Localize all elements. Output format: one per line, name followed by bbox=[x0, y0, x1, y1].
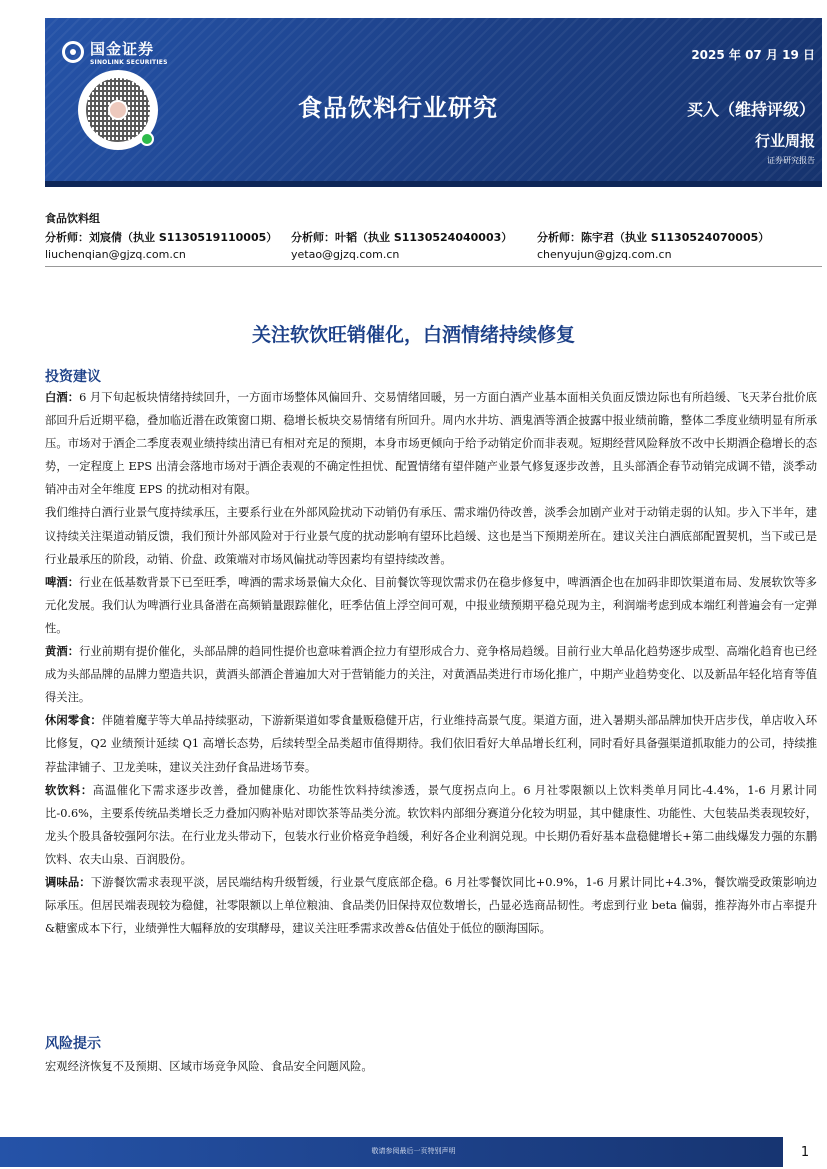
investment-body bbox=[45, 386, 817, 940]
analyst-group: 食品饮料组 bbox=[45, 212, 100, 225]
footer-disclaimer[interactable]: 敬请参阅最后一页特别声明 bbox=[371, 1147, 456, 1155]
paragraph-text: 伴随着魔芋等大单品持续驱动，下游新渠道如零食量贩稳健开店，行业维持高景气度。渠道方面，进入暑期头部品牌加快开店步伐，单店收入环比修复，Q2 业绩预计延续 Q1 高增长态势，后续转型全品类超市值得期待。我们依旧看好大单品增长红利，同时看好具备强渠道抓取能力的公司，持续推荐盐津铺子、卫龙美味，建议关注劲仔食品进场节奏。 bbox=[45, 714, 817, 774]
rating: 买入（维持评级） bbox=[686, 100, 815, 119]
qr-badge-icon bbox=[108, 100, 128, 120]
analyst-card bbox=[291, 229, 512, 261]
analyst-card bbox=[45, 229, 277, 261]
paragraph-text: 高温催化下需求逐步改善，叠加健康化、功能性饮料持续渗透，景气度拐点向上。6 月社零限额以上饮料类单月同比-4.4%，1-6 月累计同比-0.6%，主要系传统品类增长乏力叠加闪购补贴对即饮茶等品类分流。软饮料内部细分赛道分化较为明显，其中健康性、功能性、大包装品类表现较好，龙头个股具备较强阿尔法。在行业龙头带动下，包装水行业价格竞争趋缓，利好各企业利润兑现。中长期仍看好基本盘稳健增长+第二曲线爆发力强的东鹏饮料、农夫山泉、百润股份。 bbox=[45, 783, 817, 866]
analyst-email[interactable]: chenyujun@gjzq.com.cn bbox=[537, 248, 672, 261]
paragraph-snacks bbox=[45, 709, 817, 778]
risk-heading: 风险提示 bbox=[45, 1036, 101, 1052]
divider bbox=[45, 266, 822, 267]
paragraph-text: 行业前期有提价催化，头部品牌的趋同性提价也意味着酒企拉力有望形成合力、竞争格局趋缓。目前行业大单品化趋势逐步成型、高端化趋育也已经成为头部品牌的品牌力塑造共识，黄酒头部酒企普遍加大对于营销能力的关注，对黄酒品类进行市场化推广，中期产业趋势变化、以及新品年轻化培育等值得关注。 bbox=[45, 645, 817, 705]
paragraph-soft-drinks bbox=[45, 779, 817, 871]
logo-name-cn: 国金证券 bbox=[90, 40, 155, 58]
analyst-name: 分析师：叶韬（执业 S1130524040003） bbox=[291, 231, 513, 244]
paragraph-condiments bbox=[45, 871, 817, 940]
paragraph-text: 我们维持白酒行业景气度持续承压，主要系行业在外部风险扰动下动销仍有承压、需求端仍待改善，淡季会加剧产业对于动销走弱的认知。步入下半年，建议持续关注渠道动销反馈，我们预计外部风险对于行业景气度的扰动影响有望环比趋缓、这也是当下预期差所在。建议关注白酒底部配置契机，当下或已是行业最承压的阶段，动销、价盘、政策端对市场风偏扰动等因素均有望持续改善。 bbox=[45, 506, 817, 566]
paragraph-text: 行业在低基数背景下已至旺季，啤酒的需求场景偏大众化、目前餐饮等现饮需求仍在稳步修复中，啤酒酒企也在加码非即饮渠道布局、发展软饮等多元化发展。我们认为啤酒行业具备潜在高频销量跟踪催化，旺季估值上浮空间可观，中报业绩预期平稳兑现为主，利润端考虑到成本端红利普遍会有一定弹性。 bbox=[45, 575, 817, 635]
paragraph-tag: 软饮料： bbox=[45, 783, 93, 797]
report-type: 行业周报 bbox=[754, 132, 815, 150]
paragraph-tag: 调味品： bbox=[45, 875, 91, 889]
paragraph-tag: 啤酒： bbox=[45, 575, 80, 589]
analyst-name: 分析师：刘宸倩（执业 S1130519110005） bbox=[45, 231, 278, 244]
logo-name-en: SINOLINK SECURITIES bbox=[90, 59, 168, 66]
paragraph-baijiu-2 bbox=[45, 501, 817, 570]
risk-text: 宏观经济恢复不及预期、区域市场竞争风险、食品安全问题风险。 bbox=[45, 1060, 373, 1073]
paragraph-huangjiu bbox=[45, 640, 817, 709]
header-banner-rule bbox=[45, 181, 822, 187]
paragraph-baijiu bbox=[45, 386, 817, 501]
report-title: 关注软饮旺销催化，白酒情绪持续修复 bbox=[251, 324, 575, 346]
paragraph-text: 下游餐饮需求表现平淡，居民端结构升级暂缓，行业景气度底部企稳。6 月社零餐饮同比+0.9%，1-6 月累计同比+4.3%，餐饮端受政策影响边际承压。但居民端表现较为稳健，社零限额以上单位粮油、食品类仍旧保持双位数增长，凸显必选商品韧性。考虑到行业 beta 偏弱，推荐海外市占率提升&糖蜜成本下行，业绩弹性大幅释放的安琪酵母，建议关注旺季需求改善&估值处于低位的颐海国际。 bbox=[45, 875, 817, 936]
analyst-block bbox=[45, 210, 822, 263]
page-number: 1 bbox=[783, 1137, 827, 1167]
sector-title: 食品饮料行业研究 bbox=[298, 94, 498, 122]
report-subtype: 证券研究报告 bbox=[767, 156, 815, 165]
paragraph-tag: 休闲零食： bbox=[45, 714, 102, 728]
wechat-icon bbox=[140, 132, 154, 146]
paragraph-tag: 黄酒： bbox=[45, 645, 80, 659]
analyst-card bbox=[537, 229, 769, 261]
qr-code-icon bbox=[78, 70, 158, 150]
investment-heading: 投资建议 bbox=[45, 369, 101, 385]
logo-mark-icon bbox=[62, 41, 84, 63]
report-date: 2025 年 07 月 19 日 bbox=[691, 48, 815, 62]
paragraph-beer bbox=[45, 571, 817, 640]
analyst-email[interactable]: liuchenqian@gjzq.com.cn bbox=[45, 248, 186, 261]
paragraph-text: 6 月下旬起板块情绪持续回升，一方面市场整体风偏回升、交易情绪回暖，另一方面白酒产业基本面相关负面反馈边际也有所趋缓、飞天茅台批价底部回升后近期平稳，叠加临近潜在政策窗口期、稳增长板块交易情绪有所回升。周内水井坊、酒鬼酒等酒企披露中报业绩前瞻，整体二季度业绩明显有所承压。市场对于酒企二季度表观业绩持续出清已有相对充足的预期，本身市场更倾向于给予动销定价而非表观。短期经营风险释放不改中长期酒企稳增长的态势，一定程度上 EPS 出清会落地市场对于酒企表观的不确定性担忧、配置情绪有望伴随产业景气修复逐步改善，且头部酒企春节动销完成调不错，淡季动销冲击对全年维度 EPS 的扰动相对有限。 bbox=[45, 391, 817, 497]
analyst-email[interactable]: yetao@gjzq.com.cn bbox=[291, 248, 400, 261]
company-logo bbox=[62, 38, 168, 66]
analyst-name: 分析师：陈宇君（执业 S1130524070005） bbox=[537, 231, 770, 244]
paragraph-tag: 白酒： bbox=[45, 391, 80, 404]
